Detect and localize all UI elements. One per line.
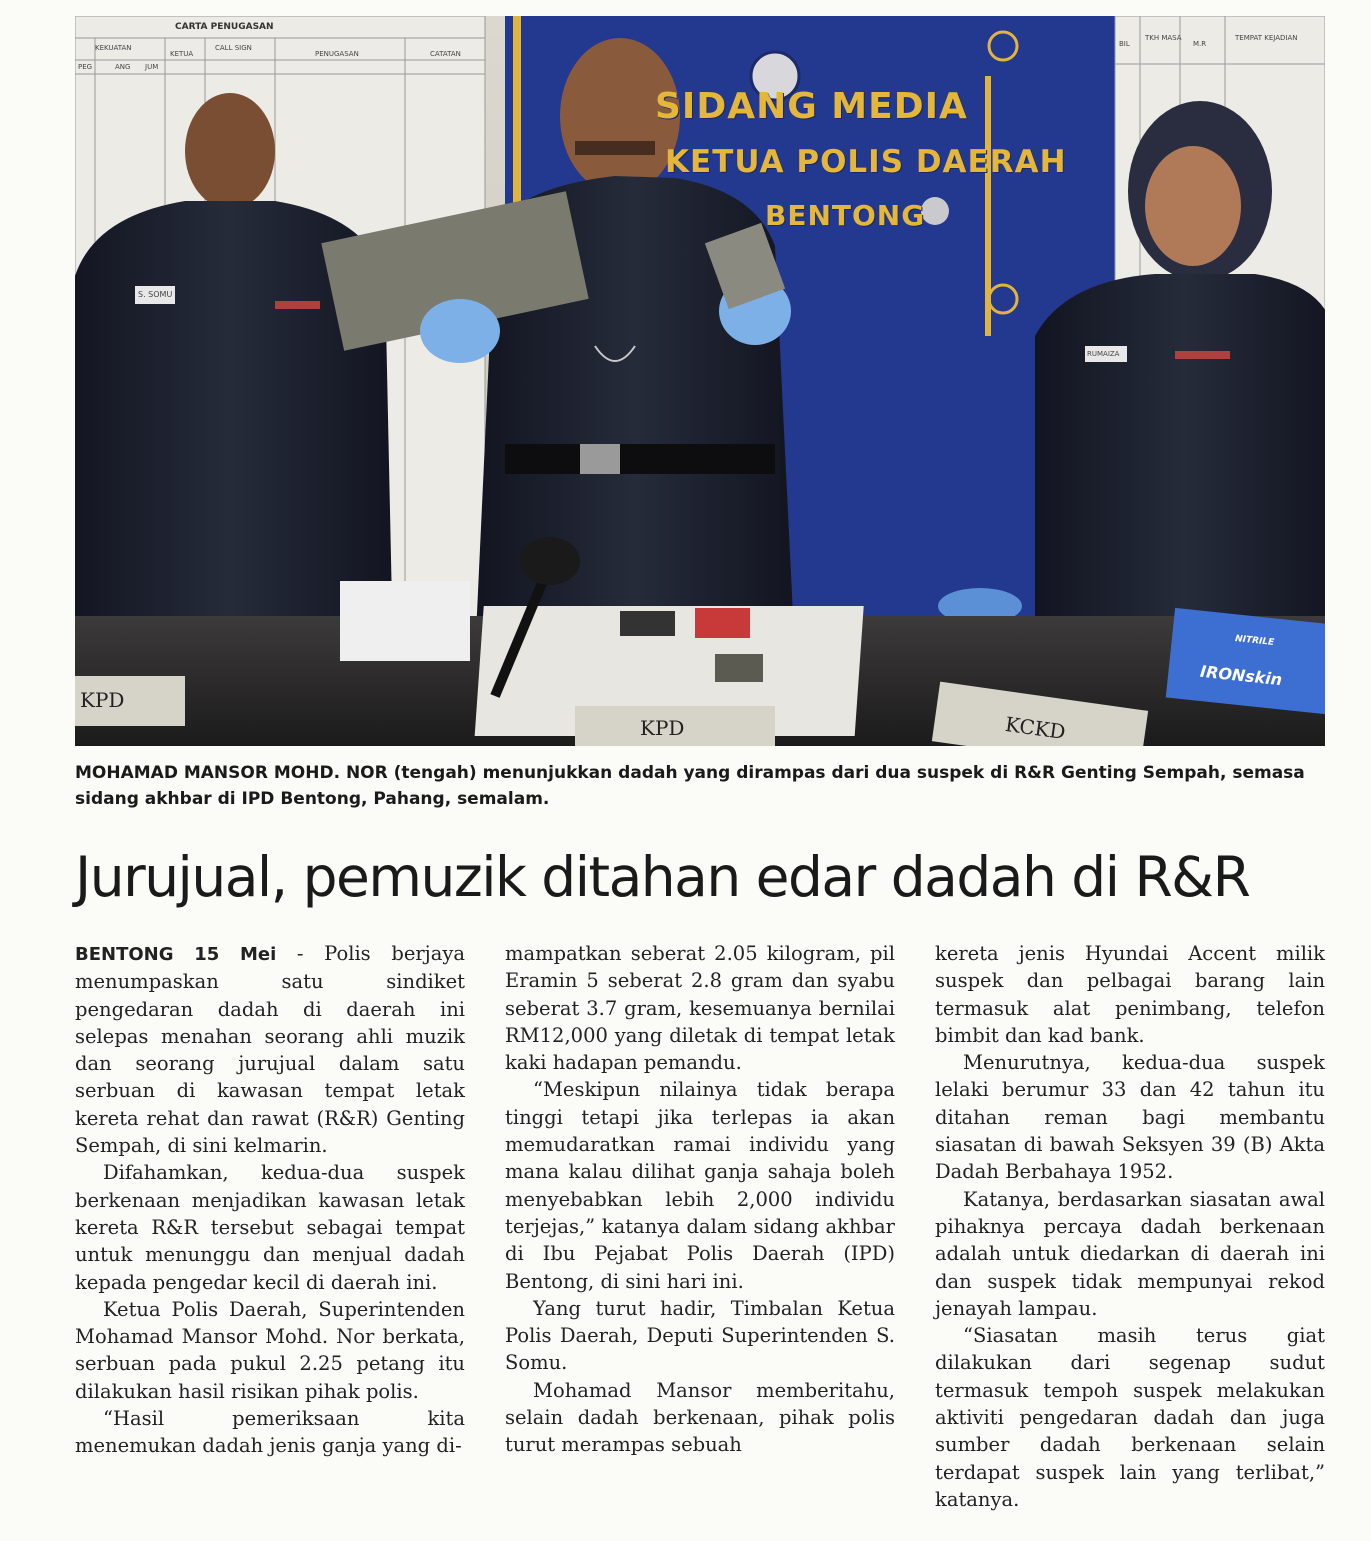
name-tag-right: RUMAIZA [1087, 350, 1120, 358]
article-paragraph: Ketua Polis Daerah, Superintenden Mohamad Mansor Mohd. Nor berkata, serbuan pada pukul 2.25 petang itu dilakukan hasil risikan pihak polis. [75, 1297, 465, 1403]
article-paragraph: Difahamkan, kedua-dua suspek berkenaan menjadikan kawasan letak kereta R&R tersebut sebagai tempat untuk menunggu dan menjual dadah kepada pengedar kecil di daerah ini. [75, 1161, 465, 1294]
article-headline: Jurujual, pemuzik ditahan edar dadah di R&R [75, 845, 1250, 909]
article-paragraph: kereta jenis Hyundai Accent milik suspek dan pelbagai barang lain termasuk alat penimbang, telefon bimbit dan kad bank. [935, 942, 1325, 1047]
chart-column-strength: KEKUATAN [95, 44, 132, 52]
chart-sub-jum: JUM [145, 63, 159, 71]
chart-title: CARTA PENUGASAN [175, 22, 274, 32]
article-paragraph: mampatkan seberat 2.05 kilogram, pil Eramin 5 seberat 2.8 gram dan syabu seberat 3.7 gram, kesemuanya bernilai RM12,000 yang diletak di tempat letak kaki hadapan pemandu. [505, 942, 895, 1075]
backdrop-line-1: SIDANG MEDIA [655, 86, 968, 127]
article-paragraph: “Siasatan masih terus giat dilakukan dari segenap sudut termasuk tempoh suspek melakukan aktiviti pengedaran dadah dan juga sumber dadah berkenaan selain terdapat suspek lain yang terlibat,” katanya. [935, 1324, 1325, 1511]
right-chart-column-date: TKH MASA [1145, 34, 1182, 42]
glove-box-nitrile: NITRILE [1234, 633, 1275, 649]
press-photo [75, 16, 1325, 746]
nameplate-right-text: KCKD [1003, 711, 1068, 745]
glove-box [1166, 608, 1325, 714]
right-chart-column-place: TEMPAT KEJADIAN [1235, 34, 1298, 42]
article-dateline: BENTONG 15 Mei [75, 944, 277, 965]
article-column-2 [505, 940, 895, 1459]
article-paragraph: “Meskipun nilainya tidak berapa tinggi tetapi jika terlepas ia akan memudaratkan ramai individu yang mana kalau dilihat ganja sahaja boleh menyebabkan lebih 2,000 individu terjejas,” katanya dalam sidang akhbar di Ibu Pejabat Polis Daerah (IPD) Bentong, di sini hari ini. [505, 1078, 895, 1293]
article-column-3 [935, 940, 1325, 1513]
article-paragraph: Yang turut hadir, Timbalan Ketua Polis Daerah, Deputi Superintenden S. Somu. [505, 1296, 895, 1375]
right-chart-column-mr: M.R [1193, 40, 1207, 48]
glove-box-brand: IRONskin [1199, 661, 1284, 690]
chart-column-callsign: CALL SIGN [215, 44, 252, 52]
chart-column-assignment: PENUGASAN [315, 50, 359, 58]
article-paragraph: Menurutnya, kedua-dua suspek lelaki berumur 33 dan 42 tahun itu ditahan reman bagi membantu siasatan di bawah Seksyen 39 (B) Akta Dadah Berbahaya 1952. [935, 1051, 1325, 1184]
chart-sub-ang: ANG [115, 63, 131, 71]
backdrop-line-2: KETUA POLIS DAERAH [665, 144, 1067, 180]
nameplate-center-text: KPD [640, 716, 685, 740]
photo-caption: MOHAMAD MANSOR MOHD. NOR (tengah) menunjukkan dadah yang dirampas dari dua suspek di R&R Genting Sempah, semasa sidang akhbar di IPD Bentong, Pahang, semalam. [75, 763, 1305, 809]
name-tag-left: S. SOMU [138, 290, 173, 299]
right-chart-column-bil: BIL [1119, 40, 1130, 48]
article-paragraph: “Hasil pemeriksaan kita menemukan dadah jenis ganja yang di- [75, 1407, 465, 1458]
nameplate-left-text: KPD [80, 688, 125, 712]
article-column-1 [75, 940, 465, 1460]
article-paragraph: Katanya, berdasarkan siasatan awal pihaknya percaya dadah berkenaan adalah untuk diedarkan di daerah ini dan suspek tidak mempunyai rekod jenayah lampau. [935, 1187, 1325, 1320]
article-paragraph: BENTONG 15 Mei - Polis berjaya menumpaskan satu sindiket pengedaran dadah di daerah ini selepas menahan seorang ahli muzik dan seorang jurujual dalam satu serbuan di kawasan tempat letak kereta rehat dan rawat (R&R) Genting Sempah, di sini kelmarin. [75, 942, 465, 1158]
chart-sub-peg: PEG [78, 63, 93, 71]
backdrop-line-3: BENTONG [765, 199, 926, 232]
article-paragraph: Mohamad Mansor memberitahu, selain dadah berkenaan, pihak polis turut merampas sebuah [505, 1378, 895, 1457]
chart-column-head: KETUA [170, 50, 194, 58]
chart-column-notes: CATATAN [430, 50, 461, 58]
article-paragraph-text: Polis berjaya menumpaskan satu sindiket pengedaran dadah di daerah ini selepas menahan seorang ahli muzik dan seorang jurujual dalam satu serbuan di kawasan tempat letak kereta rehat dan rawat (R&R) Genting Sempah, di sini kelmarin. [75, 942, 465, 1158]
